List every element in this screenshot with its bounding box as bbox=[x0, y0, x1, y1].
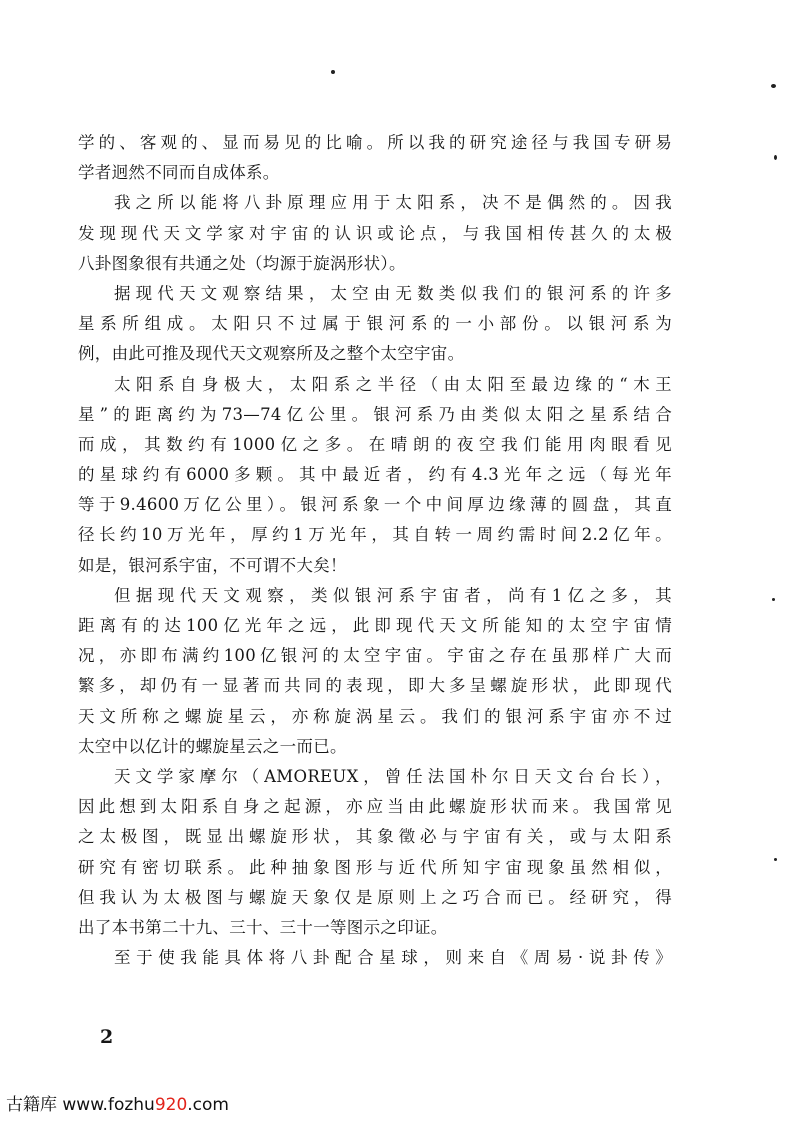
watermark-accent: 920 bbox=[154, 1095, 188, 1115]
text-line: 太空中以亿计的螺旋星云之一而已。 bbox=[78, 736, 347, 756]
watermark-suffix: .com bbox=[187, 1095, 229, 1115]
text-line: 例，由此可推及现代天文观察所及之整个太空宇宙。 bbox=[78, 344, 465, 364]
text-line: 八卦图象很有共通之处（均源于旋涡形状）。 bbox=[78, 253, 406, 273]
text-line: 如是，银河系宇宙，不可谓不大矣！ bbox=[78, 555, 347, 575]
scan-speck bbox=[771, 84, 776, 88]
text-line: 出了本书第二十九、三十、三十一等图示之印证。 bbox=[78, 917, 448, 937]
watermark-prefix: 古籍库 www.fozhu bbox=[6, 1095, 155, 1115]
scan-speck bbox=[331, 70, 335, 74]
text-line: 发现现代天文学家对宇宙的认识或论点，与我国相传甚久的太极 bbox=[78, 223, 672, 243]
text-line: 繁多，却仍有一显著而共同的表现，即大多呈螺旋形状，此即现代 bbox=[78, 676, 672, 696]
text-line: 况，亦即布满约100亿银河的太空宇宙。宇宙之存在虽那样广大而 bbox=[78, 646, 672, 666]
text-line: 径长约10万光年，厚约1万光年，其自转一周约需时间2.2亿年。 bbox=[78, 525, 672, 545]
scan-speck bbox=[772, 598, 775, 601]
page-number: 2 bbox=[100, 1026, 114, 1048]
text-line: 学的、客观的、显而易见的比喻。所以我的研究途径与我国专研易 bbox=[78, 133, 672, 152]
text-line: 天文所称之螺旋星云，亦称旋涡星云。我们的银河系宇宙亦不过 bbox=[78, 706, 672, 726]
text-line: 学者迥然不同而自成体系。 bbox=[78, 163, 280, 183]
text-line: 但据现代天文观察，类似银河系宇宙者，尚有1亿之多，其 bbox=[114, 585, 672, 605]
text-line: 因此想到太阳系自身之起源，亦应当由此螺旋形状而来。我国常见 bbox=[78, 797, 672, 817]
site-watermark bbox=[6, 1090, 229, 1115]
scan-speck bbox=[774, 155, 777, 160]
text-line: 而成，其数约有1000亿之多。在晴朗的夜空我们能用肉眼看见 bbox=[78, 434, 672, 454]
text-line: 的星球约有6000多颗。其中最近者，约有4.3光年之远（每光年 bbox=[78, 465, 672, 485]
text-line: 星”的距离约为73—74亿公里。银河系乃由类似太阳之星系结合 bbox=[78, 404, 672, 424]
scan-speck bbox=[774, 858, 777, 861]
text-line: 星系所组成。太阳只不过属于银河系的一小部份。以银河系为 bbox=[78, 314, 672, 334]
text-line: 天文学家摩尔（AMOREUX，曾任法国朴尔日天文台台长）， bbox=[114, 766, 672, 786]
text-line: 至于使我能具体将八卦配合星球，则来自《周易·说卦传》 bbox=[114, 948, 672, 968]
text-line: 距离有的达100亿光年之远，此即现代天文所能知的太空宇宙情 bbox=[78, 616, 672, 635]
text-line: 太阳系自身极大，太阳系之半径（由太阳至最边缘的“木王 bbox=[114, 374, 672, 394]
text-line: 等于9.4600万亿公里）。银河系象一个中间厚边缘薄的圆盘，其直 bbox=[78, 495, 672, 515]
text-line: 据现代天文观察结果，太空由无数类似我们的银河系的许多 bbox=[114, 283, 672, 303]
text-line: 之太极图，既显出螺旋形状，其象徵必与宇宙有关，或与太阳系 bbox=[78, 827, 672, 847]
text-line: 我之所以能将八卦原理应用于太阳系，决不是偶然的。因我 bbox=[114, 193, 672, 213]
text-line: 但我认为太极图与螺旋天象仅是原则上之巧合而已。经研究，得 bbox=[78, 887, 672, 907]
text-line: 研究有密切联系。此种抽象图形与近代所知宇宙现象虽然相似， bbox=[78, 857, 672, 877]
body-text bbox=[78, 128, 672, 973]
